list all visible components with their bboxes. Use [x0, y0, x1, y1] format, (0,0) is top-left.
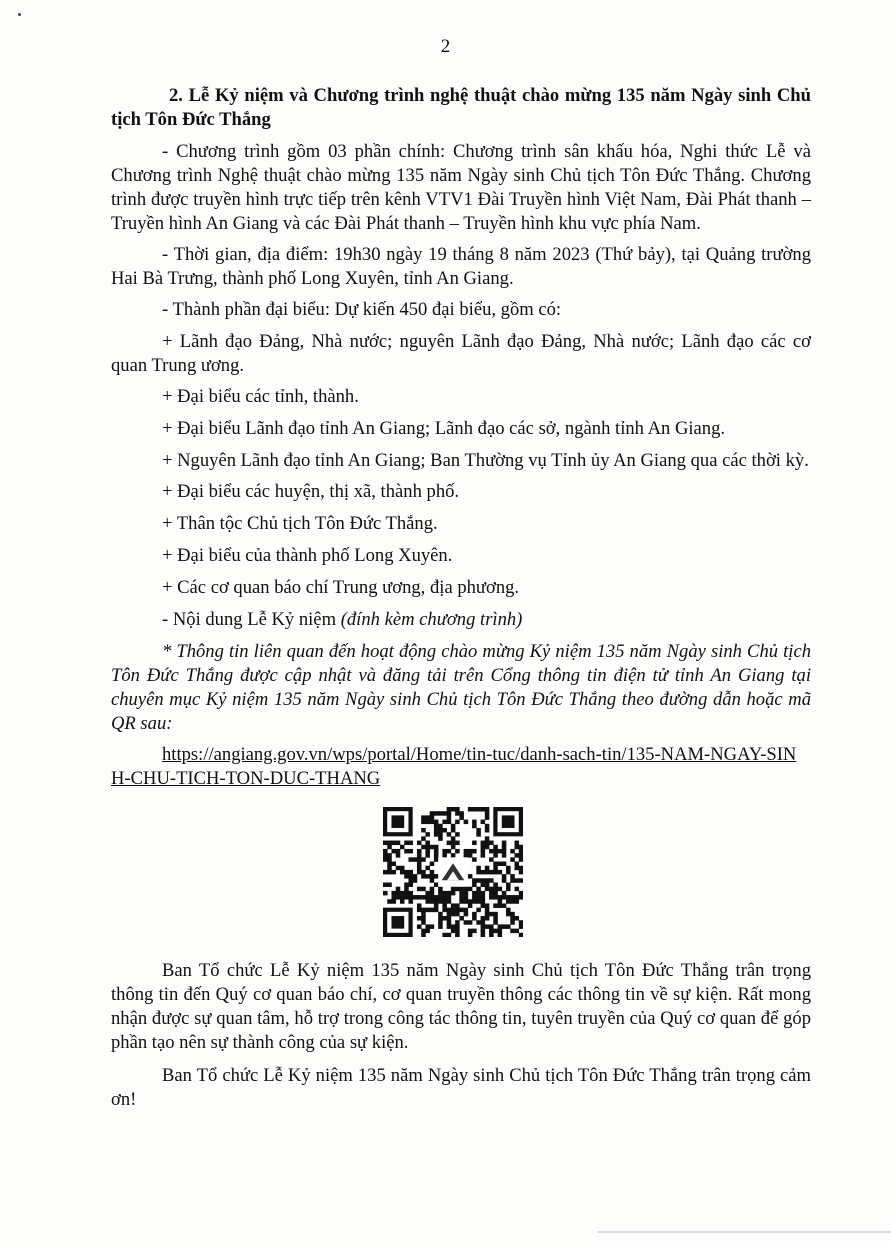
section-heading: 2. Lễ Kỷ niệm và Chương trình nghệ thuật chào mừng 135 năm Ngày sinh Chủ tịch Tôn Đức Thắng: [111, 85, 811, 130]
ceremony-content-note: (đính kèm chương trình): [340, 609, 523, 630]
scan-mark: [18, 13, 21, 16]
closing-thanks: Ban Tổ chức Lễ Kỷ niệm 135 năm Ngày sinh Chủ tịch Tôn Đức Thắng trân trọng cảm ơn!: [111, 1065, 811, 1110]
page-number: 2: [440, 36, 451, 57]
delegate-item: + Thân tộc Chủ tịch Tôn Đức Thắng.: [162, 513, 438, 534]
delegate-item: + Đại biểu Lãnh đạo tỉnh An Giang; Lãnh đạo các sở, ngành tỉnh An Giang.: [162, 418, 726, 439]
program-description: - Chương trình gồm 03 phần chính: Chương trình sân khấu hóa, Nghi thức Lễ và Chương trình Nghệ thuật chào mừng 135 năm Ngày sinh Chủ tịch Tôn Đức Thắng. Chương trình được truyền hình trực tiếp trên kênh VTV1 Đài Truyền hình Việt Nam, Đài Phát thanh – Truyền hình An Giang và các Đài Phát thanh – Truyền hình khu vực phía Nam.: [111, 141, 811, 234]
closing-paragraph: Ban Tổ chức Lễ Kỷ niệm 135 năm Ngày sinh Chủ tịch Tôn Đức Thắng trân trọng thông tin đến Quý cơ quan báo chí, cơ quan truyền thông các thông tin về sự kiện. Rất mong nhận được sự quan tâm, hỗ trợ trong công tác thông tin, tuyên truyền của Quý cơ quan để góp phần tạo nên sự thành công của sự kiện.: [111, 960, 811, 1053]
info-note: * Thông tin liên quan đến hoạt động chào mừng Kỷ niệm 135 năm Ngày sinh Chủ tịch Tôn Đức Thắng được cập nhật và đăng tải trên Cổng thông tin điện tử tỉnh An Giang tại chuyên mục Kỷ niệm 135 năm Ngày sinh Chủ tịch Tôn Đức Thắng theo đường dẫn hoặc mã QR sau:: [111, 641, 811, 734]
delegates-intro: - Thành phần đại biểu: Dự kiến 450 đại biểu, gồm có:: [162, 299, 562, 320]
delegate-item: + Lãnh đạo Đảng, Nhà nước; nguyên Lãnh đạo Đảng, Nhà nước; Lãnh đạo các cơ quan Trung ương.: [111, 331, 811, 376]
delegate-item: + Đại biểu các huyện, thị xã, thành phố.: [162, 481, 460, 502]
delegate-item: + Các cơ quan báo chí Trung ương, địa phương.: [162, 577, 520, 598]
ceremony-content: [111, 608, 811, 632]
qr-code[interactable]: [383, 807, 523, 937]
delegate-item: + Nguyên Lãnh đạo tỉnh An Giang; Ban Thường vụ Tỉnh ủy An Giang qua các thời kỳ.: [162, 450, 809, 471]
portal-link[interactable]: https://angiang.gov.vn/wps/portal/Home/tin-tuc/danh-sach-tin/135-NAM-NGAY-SINH-CHU-TICH-TON-DUC-THANG: [111, 744, 797, 789]
scan-edge: [598, 1231, 891, 1233]
qr-code-image: [383, 807, 523, 937]
ceremony-content-lead: - Nội dung Lễ Kỷ niệm: [162, 609, 341, 630]
delegate-item: + Đại biểu các tỉnh, thành.: [162, 386, 359, 407]
time-location: - Thời gian, địa điểm: 19h30 ngày 19 tháng 8 năm 2023 (Thứ bảy), tại Quảng trường Hai Bà Trưng, thành phố Long Xuyên, tỉnh An Giang.: [111, 244, 811, 289]
document-body: [111, 84, 811, 1121]
delegate-item: + Đại biểu của thành phố Long Xuyên.: [162, 545, 453, 566]
